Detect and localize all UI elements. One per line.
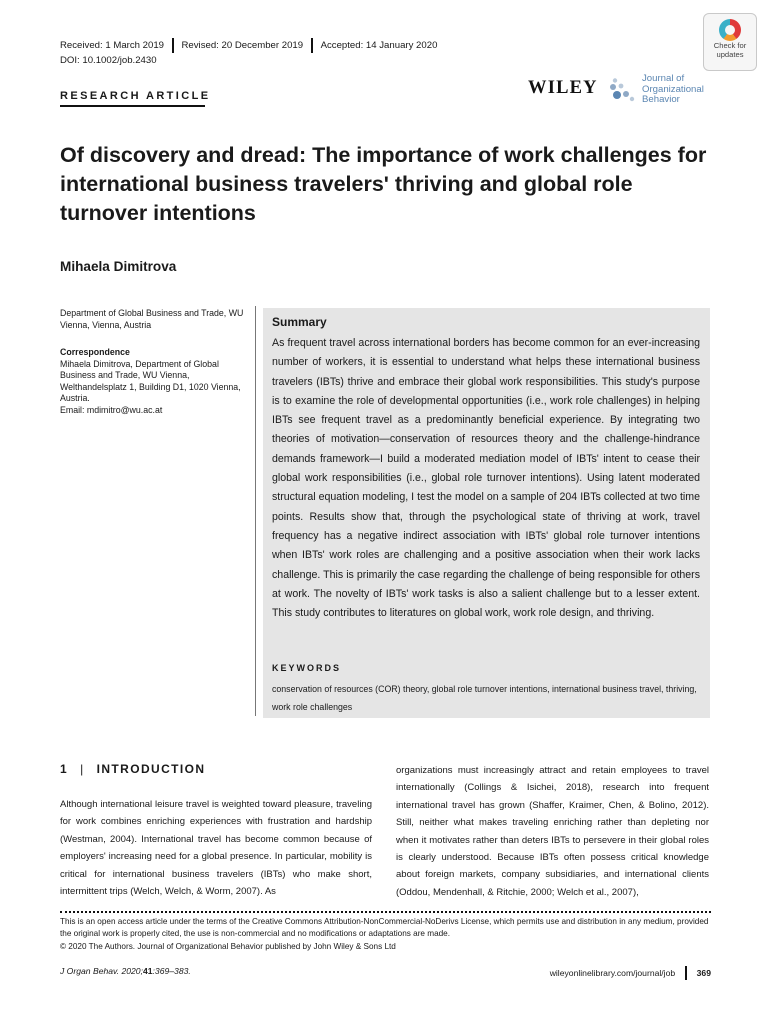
summary-text: As frequent travel across international borders has become common for an ever-increasing number of workers, it is essential to understand what helps these international business travelers (IBTs) thrive and embrace their global work responsibilities. This study's purpose is to examine the role of developmental opportunities (i.e., work role challenges) in helping IBTs see frequent travel as a predominantly beneficial experience. By integrating two theories of motivation—conservation of resources theory and the challenge-hindrance demands framework—I build a moderated mediation model of IBTs' intent to cease their global work responsibilities (i.e., global role turnover intentions). Using latent moderated structural equation modeling, I test the model on a sample of 204 IBTs collected at two time points. Results show that, through the psychological state of thriving at work, travel frequency has a negative indirect association with IBTs' global role turnover intentions when IBTs' work roles are challenging and a positive association when their work lacks challenge. This is primarily the case regarding the challenge of being responsible for others at work. The novelty of IBTs' work tasks is also a salient challenge but to a lesser extent. This study contributes to literatures on global work, work role design, and thriving. <box>272 337 700 620</box>
crossmark-icon <box>719 19 741 41</box>
publisher-logo: WILEY <box>528 78 598 98</box>
author-name: Mihaela Dimitrova <box>60 259 177 274</box>
keywords-text: conservation of resources (COR) theory, global role turnover intentions, international business travel, thriving, work role challenges <box>272 684 697 712</box>
journal-logo-line: Organizational <box>642 83 704 95</box>
doi[interactable]: DOI: 10.1002/job.2430 <box>60 55 157 66</box>
sidebar-divider <box>255 306 256 716</box>
page-number: 369 <box>696 968 711 978</box>
citation-pages: :369–383. <box>152 966 191 976</box>
correspondence-text: Mihaela Dimitrova, Department of Global Business and Trade, WU Vienna, Welthandelsplatz 1, Building D1, 1020 Vienna, Austria. <box>60 358 241 404</box>
article-type-underline <box>60 105 205 107</box>
section-title: INTRODUCTION <box>96 762 206 776</box>
copyright-text: © 2020 The Authors. Journal of Organizational Behavior published by John Wiley & Sons Ltd <box>60 941 396 951</box>
journal-logo-line: Behavior <box>642 94 680 106</box>
license-text: This is an open access article under the terms of the Creative Commons Attribution-NonCommercial-NoDerivs License, which permits use and distribution in any medium, provided the original work is properly cited, the use is non-commercial and no modifications or adaptations are made. <box>60 917 709 939</box>
section-separator: | <box>80 762 85 776</box>
section-heading <box>60 762 205 776</box>
accepted-date: Accepted: 14 January 2020 <box>320 40 438 51</box>
body-column-right: organizations must increasingly attract and retain employees to travel internationally (Collings & Isichei, 2018), research into frequent international travel has grown (Shaffer, Kraimer, Chen, & Bolino, 2012). Still, neither what makes traveling enriching rather than depleting nor when it motivates rather than deters IBTs to persevere in their global roles is clearly understood. Because IBTs often possess critical knowledge about foreign markets, company subsidiaries, and international clients (Oddou, Mendenhall, & Ritchie, 2000; Welch et al., 2007), <box>396 765 709 898</box>
summary-heading: Summary <box>272 315 327 329</box>
citation-journal: J Organ Behav. <box>60 966 120 976</box>
correspondence <box>60 347 250 417</box>
correspondence-heading: Correspondence <box>60 347 130 357</box>
affiliation: Department of Global Business and Trade, WU Vienna, Vienna, Austria <box>60 308 244 330</box>
check-updates-label: Check for updates <box>713 41 747 59</box>
body-column-left: Although international leisure travel is weighted toward pleasure, traveling for work combines enriching experiences with frustration and hardship (Westman, 2004). International travel has become common because of employers' increasing need for a global presence. In particular, mobility is critical for international business travelers (IBTs) who make short, intermittent trips (Welch, Welch, & Worm, 2007). As <box>60 799 372 898</box>
date-divider <box>311 38 313 53</box>
footer-citation <box>60 966 191 976</box>
license-notice <box>60 916 711 953</box>
article-dates <box>60 38 437 53</box>
received-date: Received: 1 March 2019 <box>60 40 164 51</box>
section-number: 1 <box>60 762 69 776</box>
journal-logo-icon <box>608 77 638 103</box>
journal-url[interactable]: wileyonlinelibrary.com/journal/job <box>549 968 676 978</box>
citation-year: 2020; <box>121 966 143 976</box>
keywords-heading: KEYWORDS <box>272 663 342 673</box>
journal-logo-text <box>642 74 704 106</box>
article-type: RESEARCH ARTICLE <box>60 90 211 102</box>
article-title: Of discovery and dread: The importance of work challenges for international business travelers' thriving and global role turnover intentions <box>60 143 707 225</box>
check-for-updates-badge[interactable] <box>703 13 757 71</box>
correspondence-email[interactable]: Email: mdimitro@wu.ac.at <box>60 404 163 415</box>
journal-logo-line: Journal of <box>642 73 685 84</box>
footer-divider <box>685 966 687 980</box>
citation-volume: 41 <box>142 966 153 976</box>
license-divider <box>60 911 711 913</box>
revised-date: Revised: 20 December 2019 <box>181 40 304 51</box>
date-divider <box>172 38 174 53</box>
footer-right <box>500 966 711 980</box>
